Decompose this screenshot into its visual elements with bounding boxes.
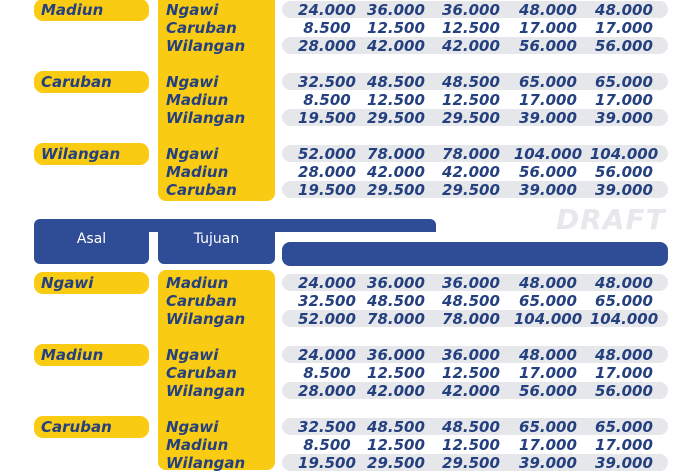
top_groups-dest: Wilangan bbox=[166, 109, 246, 127]
bottom_groups-cell: 36.000 bbox=[442, 274, 500, 292]
bottom_groups-cell: 36.000 bbox=[367, 346, 425, 364]
top_groups-cell: 48.000 bbox=[595, 1, 653, 19]
top_groups-cell: 42.000 bbox=[367, 163, 425, 181]
top_groups-cell: 39.000 bbox=[519, 181, 577, 199]
bottom_groups-cell: 39.000 bbox=[519, 454, 577, 472]
top_groups-cell: 78.000 bbox=[442, 145, 500, 163]
top_groups-cell: 39.000 bbox=[519, 109, 577, 127]
top_groups-dest: Madiun bbox=[166, 91, 229, 109]
top_groups-cell: 65.000 bbox=[519, 73, 577, 91]
top_groups-cell: 19.500 bbox=[298, 181, 356, 199]
top_groups-cell: 56.000 bbox=[519, 37, 577, 55]
bottom_groups-cell: 104.000 bbox=[589, 310, 659, 328]
bottom_groups-cell: 24.000 bbox=[298, 346, 356, 364]
bottom_groups-cell: 17.000 bbox=[519, 436, 577, 454]
top_groups-cell: 29.500 bbox=[367, 181, 425, 199]
top_groups-cell: 17.000 bbox=[595, 19, 653, 37]
bottom_groups-cell: 17.000 bbox=[595, 364, 653, 382]
bottom_groups-dest: Caruban bbox=[166, 364, 237, 382]
bottom_groups-cell: 78.000 bbox=[367, 310, 425, 328]
bottom_groups-cell: 32.500 bbox=[298, 292, 356, 310]
top_groups-cell: 65.000 bbox=[595, 73, 653, 91]
top_groups-dest: Caruban bbox=[166, 19, 237, 37]
top_groups-cell: 12.500 bbox=[367, 91, 425, 109]
bottom_groups-cell: 65.000 bbox=[595, 292, 653, 310]
top_groups-cell: 29.500 bbox=[442, 109, 500, 127]
bottom_groups-dest: Madiun bbox=[166, 436, 229, 454]
bottom_groups-cell: 17.000 bbox=[519, 364, 577, 382]
top_groups-cell: 8.500 bbox=[303, 19, 351, 37]
top_groups-cell: 19.500 bbox=[298, 109, 356, 127]
top_groups-dest: Caruban bbox=[166, 181, 237, 199]
bottom_groups-dest: Wilangan bbox=[166, 382, 246, 400]
top_groups-origin-0: Madiun bbox=[34, 0, 149, 21]
bottom_groups-cell: 48.500 bbox=[367, 418, 425, 436]
bottom_groups-cell: 12.500 bbox=[367, 364, 425, 382]
bottom_groups-cell: 56.000 bbox=[519, 382, 577, 400]
bottom_groups-cell: 17.000 bbox=[595, 436, 653, 454]
top_groups-dest: Ngawi bbox=[166, 1, 219, 19]
top_groups-cell: 78.000 bbox=[367, 145, 425, 163]
bottom_groups-cell: 65.000 bbox=[519, 418, 577, 436]
bottom_groups-cell: 48.000 bbox=[519, 346, 577, 364]
top_groups-dest: Ngawi bbox=[166, 145, 219, 163]
top_groups-origin-1: Caruban bbox=[34, 71, 149, 93]
top_groups-cell: 8.500 bbox=[303, 91, 351, 109]
bottom_groups-cell: 28.000 bbox=[298, 382, 356, 400]
bottom_groups-cell: 8.500 bbox=[303, 436, 351, 454]
bottom_groups-cell: 36.000 bbox=[367, 274, 425, 292]
bottom_groups-cell: 29.500 bbox=[442, 454, 500, 472]
top_groups-cell: 28.000 bbox=[298, 37, 356, 55]
bottom_groups-cell: 36.000 bbox=[442, 346, 500, 364]
top_groups-dest: Wilangan bbox=[166, 37, 246, 55]
top_groups-cell: 39.000 bbox=[595, 109, 653, 127]
top_groups-cell: 39.000 bbox=[595, 181, 653, 199]
bottom_groups-cell: 48.000 bbox=[595, 346, 653, 364]
bottom_groups-cell: 48.000 bbox=[519, 274, 577, 292]
top_groups-cell: 32.500 bbox=[298, 73, 356, 91]
bottom_groups-cell: 19.500 bbox=[298, 454, 356, 472]
top_groups-cell: 29.500 bbox=[442, 181, 500, 199]
bottom_groups-cell: 24.000 bbox=[298, 274, 356, 292]
bottom_groups-origin-2: Caruban bbox=[34, 416, 149, 438]
top_groups-cell: 56.000 bbox=[595, 37, 653, 55]
top_groups-cell: 36.000 bbox=[367, 1, 425, 19]
bottom_groups-cell: 65.000 bbox=[519, 292, 577, 310]
bottom_groups-cell: 12.500 bbox=[367, 436, 425, 454]
bottom_groups-dest: Ngawi bbox=[166, 418, 219, 436]
bottom_groups-cell: 48.000 bbox=[595, 274, 653, 292]
top_groups-cell: 36.000 bbox=[442, 1, 500, 19]
top_groups-cell: 24.000 bbox=[298, 1, 356, 19]
bottom_groups-cell: 42.000 bbox=[367, 382, 425, 400]
top_groups-cell: 48.500 bbox=[442, 73, 500, 91]
top_groups-origin-2: Wilangan bbox=[34, 143, 149, 165]
bottom_groups-cell: 29.500 bbox=[367, 454, 425, 472]
bottom_groups-cell: 48.500 bbox=[367, 292, 425, 310]
bottom_groups-cell: 104.000 bbox=[513, 310, 583, 328]
bottom_groups-cell: 39.000 bbox=[595, 454, 653, 472]
top_groups-cell: 17.000 bbox=[519, 19, 577, 37]
bottom_groups-cell: 48.500 bbox=[442, 292, 500, 310]
bottom_groups-dest: Wilangan bbox=[166, 454, 246, 472]
top_groups-cell: 28.000 bbox=[298, 163, 356, 181]
bottom_groups-dest: Madiun bbox=[166, 274, 229, 292]
top_groups-cell: 48.000 bbox=[519, 1, 577, 19]
top_groups-cell: 12.500 bbox=[367, 19, 425, 37]
top_groups-cell: 52.000 bbox=[298, 145, 356, 163]
bottom_groups-cell: 65.000 bbox=[595, 418, 653, 436]
bottom_groups-origin-1: Madiun bbox=[34, 344, 149, 366]
top_groups-cell: 42.000 bbox=[367, 37, 425, 55]
bottom_groups-cell: 52.000 bbox=[298, 310, 356, 328]
bottom_groups-cell: 56.000 bbox=[595, 382, 653, 400]
bottom_groups-cell: 8.500 bbox=[303, 364, 351, 382]
top_groups-cell: 29.500 bbox=[367, 109, 425, 127]
top_groups-cell: 48.500 bbox=[367, 73, 425, 91]
top_groups-cell: 104.000 bbox=[513, 145, 583, 163]
bottom_groups-cell: 12.500 bbox=[442, 436, 500, 454]
draft-watermark: DRAFT bbox=[556, 203, 666, 236]
bottom_groups-cell: 32.500 bbox=[298, 418, 356, 436]
bottom_groups-dest: Wilangan bbox=[166, 310, 246, 328]
top_groups-cell: 56.000 bbox=[519, 163, 577, 181]
bottom_groups-cell: 48.500 bbox=[442, 418, 500, 436]
bottom_groups-cell: 42.000 bbox=[442, 382, 500, 400]
asal-header-label: Asal bbox=[76, 231, 107, 247]
top_groups-cell: 56.000 bbox=[595, 163, 653, 181]
top_groups-cell: 104.000 bbox=[589, 145, 659, 163]
top_groups-cell: 42.000 bbox=[442, 163, 500, 181]
top_groups-cell: 12.500 bbox=[442, 19, 500, 37]
top_groups-cell: 17.000 bbox=[595, 91, 653, 109]
top_groups-dest: Ngawi bbox=[166, 73, 219, 91]
bottom_groups-origin-0: Ngawi bbox=[34, 272, 149, 294]
bottom_groups-cell: 78.000 bbox=[442, 310, 500, 328]
tujuan-header-label: Tujuan bbox=[193, 231, 240, 247]
top_groups-cell: 17.000 bbox=[519, 91, 577, 109]
gol-header bbox=[282, 242, 668, 266]
top_groups-cell: 42.000 bbox=[442, 37, 500, 55]
top_groups-cell: 12.500 bbox=[442, 91, 500, 109]
bottom_groups-dest: Caruban bbox=[166, 292, 237, 310]
bottom_groups-cell: 12.500 bbox=[442, 364, 500, 382]
bottom_groups-dest: Ngawi bbox=[166, 346, 219, 364]
top_groups-dest: Madiun bbox=[166, 163, 229, 181]
